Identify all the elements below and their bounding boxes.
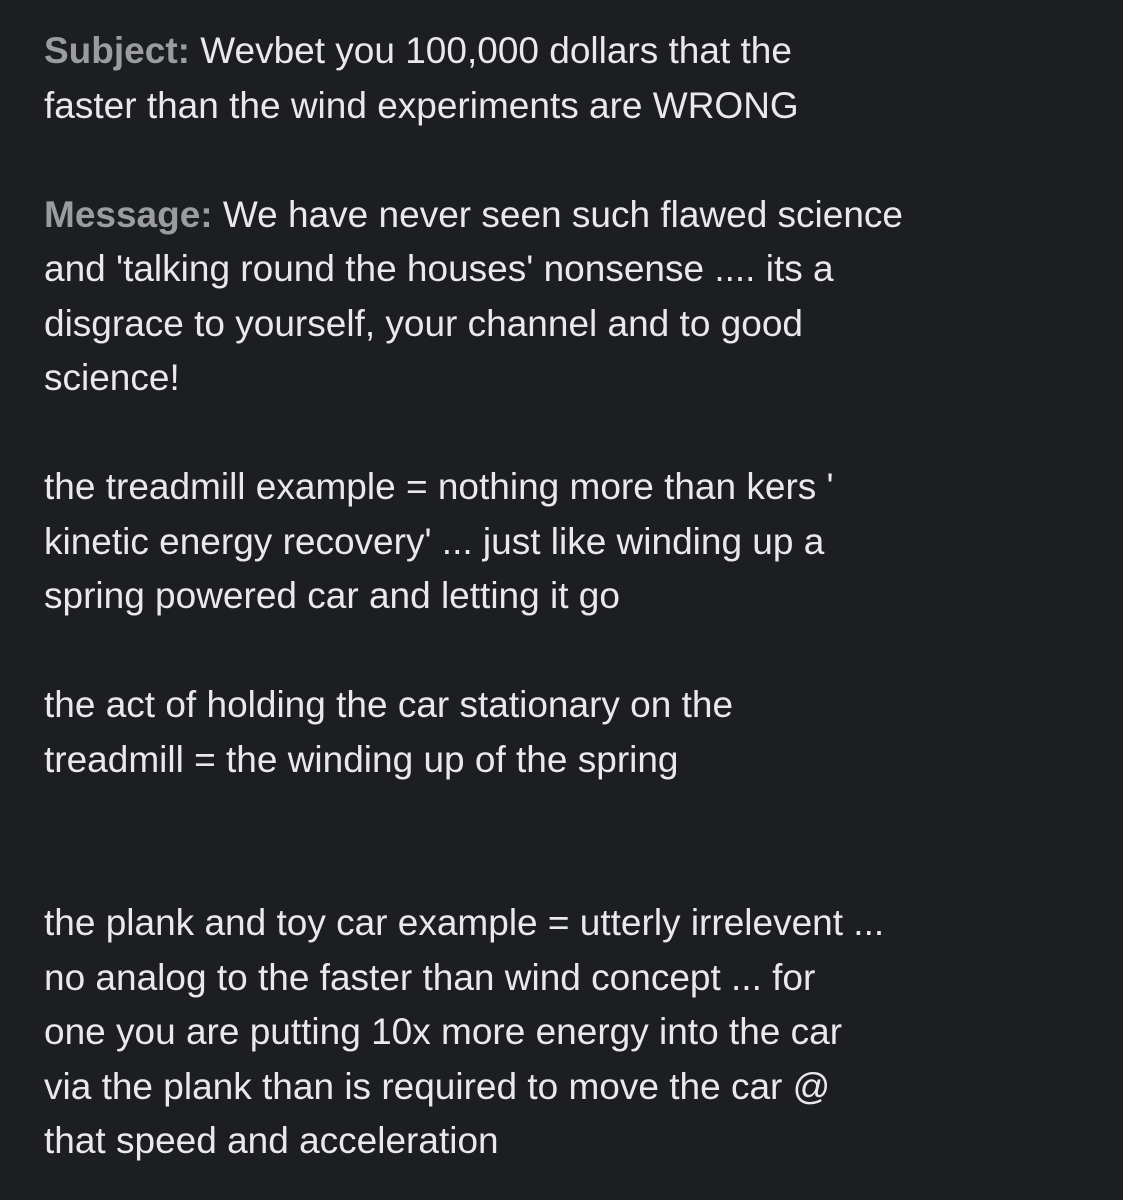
paragraph-line: treadmill = the winding up of the spring xyxy=(44,738,679,780)
paragraph-line: via the plank than is required to move the car @ xyxy=(44,1065,831,1107)
paragraph-line: kinetic energy recovery' ... just like winding up a xyxy=(44,520,825,562)
subject-line-2: faster than the wind experiments are WRONG xyxy=(44,84,799,126)
paragraph-line: the treadmill example = nothing more than kers ' xyxy=(44,466,834,507)
paragraph-line: spring powered car and letting it go xyxy=(44,575,620,616)
paragraph-line: the plank and toy car example = utterly irrelevent ... xyxy=(44,902,885,943)
paragraph-line: the act of holding the car stationary on the xyxy=(44,684,734,725)
spacer xyxy=(44,133,1104,188)
paragraph-treadmill xyxy=(44,460,1104,624)
spacer xyxy=(44,624,1104,679)
paragraph-line: one you are putting 10x more energy into the car xyxy=(44,1011,843,1052)
paragraph-holding xyxy=(44,678,1104,787)
email-body xyxy=(44,24,1104,1169)
spacer xyxy=(44,406,1104,461)
message-label: Message: xyxy=(44,193,213,235)
message-block xyxy=(44,188,1104,406)
subject-label: Subject: xyxy=(44,30,190,71)
paragraph-line: no analog to the faster than wind concept ... for xyxy=(44,956,816,998)
subject-text: Wevbet you 100,000 dollars that the xyxy=(189,30,792,71)
paragraph-plank xyxy=(44,896,1104,1169)
message-line-4: science! xyxy=(44,357,180,398)
message-line-2: and 'talking round the houses' nonsense .... its a xyxy=(44,248,834,289)
subject-line-1 xyxy=(44,24,1104,79)
paragraph-line: that speed and acceleration xyxy=(44,1120,499,1161)
spacer xyxy=(44,787,1104,896)
message-text: We have never seen such flawed science xyxy=(212,193,904,235)
message-line-3: disgrace to yourself, your channel and to good xyxy=(44,302,803,344)
subject-block xyxy=(44,24,1104,133)
message-line-1 xyxy=(44,188,1104,243)
